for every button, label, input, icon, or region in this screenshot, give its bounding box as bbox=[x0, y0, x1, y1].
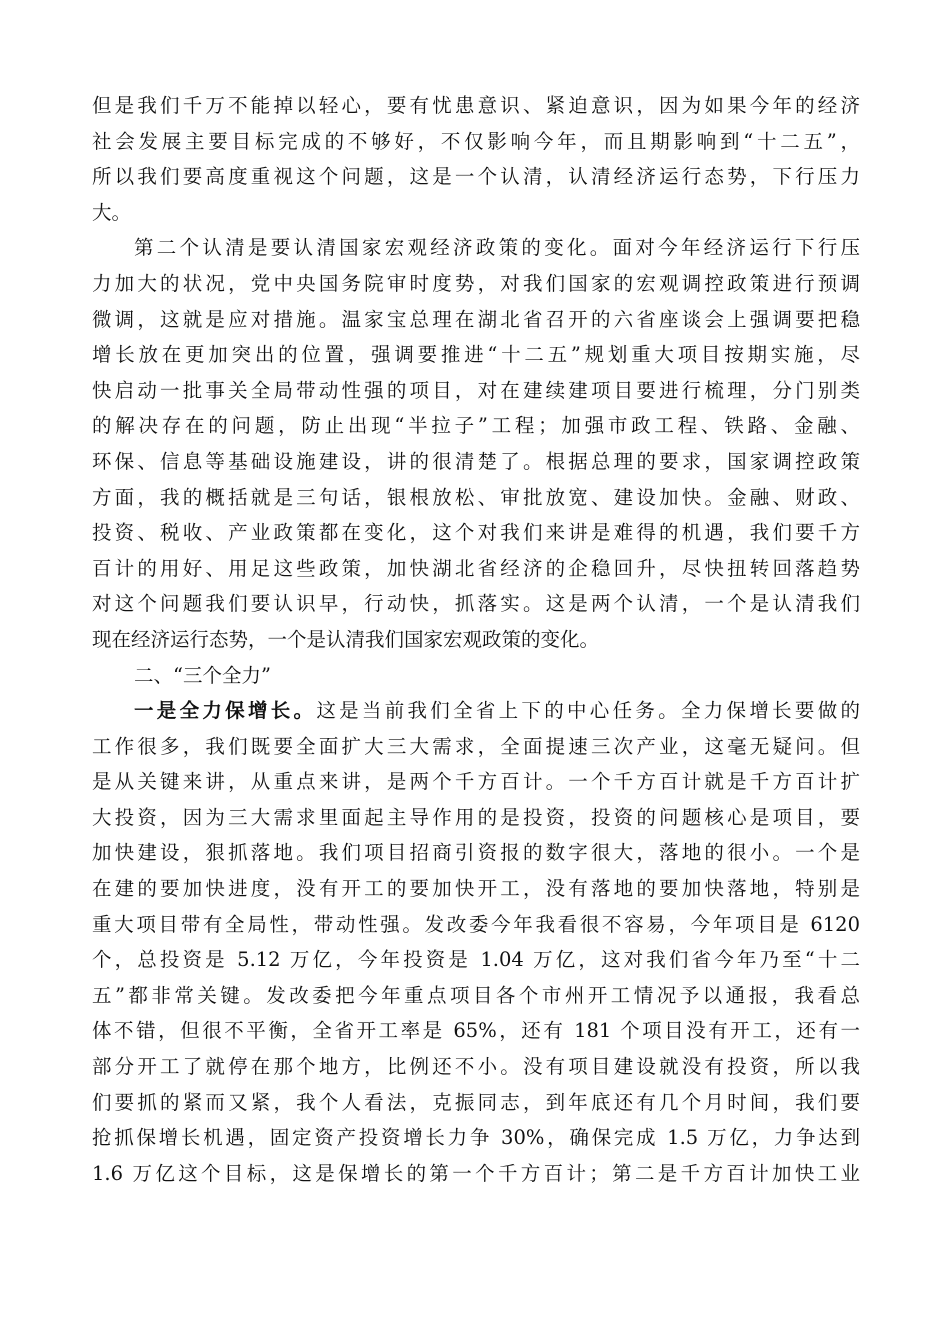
paragraph-3-line: 加快建设，狠抓落地。我们项目招商引资报的数字很大，落地的很小。一个是 bbox=[92, 841, 860, 865]
paragraph-2-line: 现在经济运行态势，一个是认清我们国家宏观政策的变化。 bbox=[92, 627, 600, 651]
paragraph-2-line: 百计的用好、用足这些政策，加快湖北省经济的企稳回升，尽快扭转回落趋势 bbox=[92, 556, 860, 580]
paragraph-2 bbox=[92, 230, 860, 657]
section-heading: 二、“三个全力” bbox=[134, 663, 271, 687]
paragraph-2-line: 对这个问题我们要认识早，行动快，抓落实。这是两个认清，一个是认清我们 bbox=[92, 592, 860, 616]
paragraph-3-line: 重大项目带有全局性，带动性强。发改委今年我看很不容易，今年项目是 6120 bbox=[92, 912, 860, 936]
paragraph-3-line: 五”都非常关键。发改委把今年重点项目各个市州开工情况予以通报，我看总 bbox=[92, 983, 860, 1007]
paragraph-2-line: 第二个认清是要认清国家宏观经济政策的变化。面对今年经济运行下行压 bbox=[134, 236, 860, 260]
paragraph-2-line: 环保、信息等基础设施建设，讲的很清楚了。根据总理的要求，国家调控政策 bbox=[92, 449, 860, 473]
paragraph-2-line: 力加大的状况，党中央国务院审时度势，对我们国家的宏观调控政策进行预调 bbox=[92, 271, 860, 295]
document-page bbox=[92, 88, 860, 1191]
paragraph-1 bbox=[92, 88, 860, 230]
paragraph-2-line: 微调，这就是应对措施。温家宝总理在湖北省召开的六省座谈会上强调要把稳 bbox=[92, 307, 860, 331]
paragraph-3-line: 们要抓的紧而又紧，我个人看法，克振同志，到年底还有几个月时间，我们要 bbox=[92, 1090, 860, 1114]
paragraph-3-line: 个，总投资是 5.12 万亿，今年投资是 1.04 万亿，这对我们省今年乃至“十二 bbox=[92, 948, 860, 972]
paragraph-3-line: 1.6 万亿这个目标，这是保增长的第一个千方百计；第二是千方百计加快工业 bbox=[92, 1161, 860, 1185]
paragraph-3-first-line bbox=[92, 693, 860, 729]
paragraph-1-line: 社会发展主要目标完成的不够好，不仅影响今年，而且期影响到“十二五”， bbox=[92, 129, 860, 153]
paragraph-2-line: 投资、税收、产业政策都在变化，这个对我们来讲是难得的机遇，我们要千方 bbox=[92, 521, 860, 545]
paragraph-2-line: 的解决存在的问题，防止出现“半拉子”工程；加强市政工程、铁路、金融、 bbox=[92, 414, 860, 438]
paragraph-2-line: 增长放在更加突出的位置，强调要推进“十二五”规划重大项目按期实施，尽 bbox=[92, 343, 860, 367]
paragraph-3-line: 大投资，因为三大需求里面起主导作用的是投资，投资的问题核心是项目，要 bbox=[92, 805, 860, 829]
paragraph-3-line: 抢抓保增长机遇，固定资产投资增长力争 30%，确保完成 1.5 万亿，力争达到 bbox=[92, 1126, 860, 1150]
paragraph-3-line: 部分开工了就停在那个地方，比例还不小。没有项目建设就没有投资，所以我 bbox=[92, 1055, 860, 1079]
paragraph-3-line: 是从关键来讲，从重点来讲，是两个千方百计。一个千方百计就是千方百计扩 bbox=[92, 770, 860, 794]
paragraph-3-first-line-text: 这是当前我们全省上下的中心任务。全力保增长要做的 bbox=[316, 699, 860, 723]
paragraph-3 bbox=[92, 693, 860, 1191]
paragraph-1-line: 所以我们要高度重视这个问题，这是一个认清，认清经济运行态势，下行压力 bbox=[92, 165, 860, 189]
paragraph-3-line: 工作很多，我们既要全面扩大三大需求，全面提速三次产业，这毫无疑问。但 bbox=[92, 734, 860, 758]
paragraph-3-bold-lead: 一是全力保增长。 bbox=[134, 699, 317, 723]
paragraph-1-line: 大。 bbox=[92, 200, 132, 224]
paragraph-3-line: 体不错，但很不平衡，全省开工率是 65%，还有 181 个项目没有开工，还有一 bbox=[92, 1019, 860, 1043]
paragraph-2-line: 快启动一批事关全局带动性强的项目，对在建续建项目要进行梳理，分门别类 bbox=[92, 378, 860, 402]
paragraph-1-line: 但是我们千万不能掉以轻心，要有忧患意识、紧迫意识，因为如果今年的经济 bbox=[92, 94, 860, 117]
paragraph-2-line: 方面，我的概括就是三句话，银根放松、审批放宽、建设加快。金融、财政、 bbox=[92, 485, 860, 509]
paragraph-3-line: 在建的要加快进度，没有开工的要加快开工，没有落地的要加快落地，特别是 bbox=[92, 877, 860, 901]
